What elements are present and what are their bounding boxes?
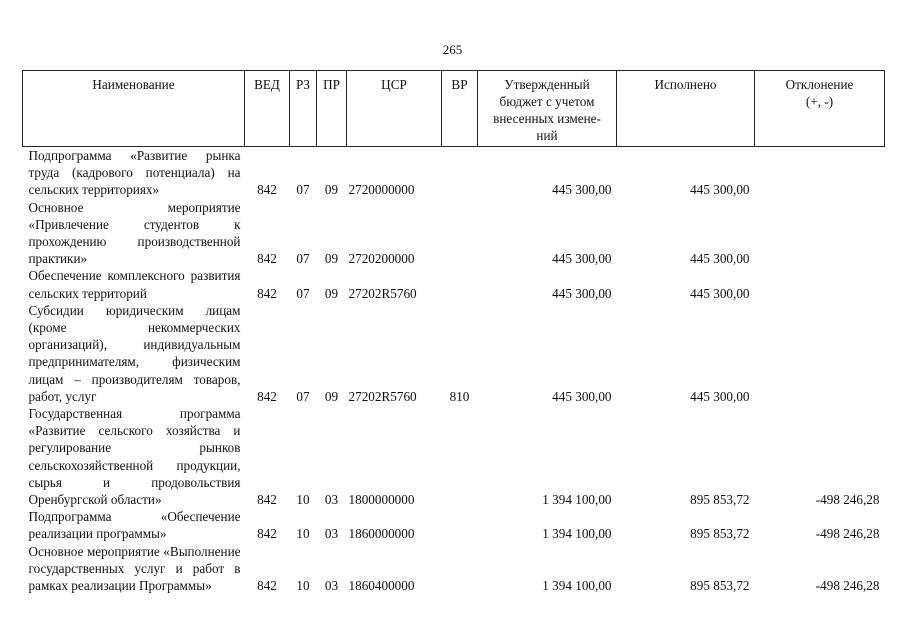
row-rz: 10 (296, 578, 310, 594)
row-budget: 445 300,00 (552, 285, 612, 301)
row-name: Подпрограмма «Развитие рынка труда (кадрового потенциала) на сельских территориях» (28, 148, 241, 198)
row-executed: 895 853,72 (690, 578, 750, 594)
header-rz: РЗ (290, 71, 317, 147)
header-vr: ВР (442, 71, 478, 147)
header-deviation: Отклонение (+, -) (755, 71, 885, 147)
row-rz: 07 (296, 251, 310, 267)
row-ved: 842 (257, 251, 277, 267)
header-name: Наименование (23, 71, 245, 147)
row-name: Основное мероприятие «Выполнение государственных услуг и работ в рамках реализации Программы» (28, 543, 241, 594)
row-budget: 445 300,00 (552, 388, 612, 404)
row-csr: 1860000000 (348, 526, 415, 542)
row-rz: 07 (296, 182, 310, 198)
table-row (23, 302, 885, 405)
row-name: Субсидии юридическим лицам (кроме некоммерческих организаций), индивидуальным предпринимателям, физическим лицам – производителям товаров, работ, услуг (28, 302, 241, 404)
row-deviation: -498 246,28 (815, 492, 880, 508)
page-number: 265 (442, 42, 463, 57)
row-budget: 1 394 100,00 (542, 492, 612, 508)
row-csr: 2720000000 (348, 182, 415, 198)
row-deviation (755, 147, 885, 199)
row-executed: 445 300,00 (690, 285, 750, 301)
row-budget: 1 394 100,00 (542, 526, 612, 542)
row-deviation (755, 199, 885, 268)
row-executed: 445 300,00 (690, 388, 750, 404)
row-budget: 445 300,00 (552, 251, 612, 267)
row-vr (442, 508, 478, 542)
row-deviation (755, 302, 885, 405)
row-ved: 842 (257, 388, 277, 404)
table-row (23, 199, 885, 268)
row-pr: 03 (324, 526, 339, 542)
table-row (23, 267, 885, 301)
row-vr: 810 (449, 388, 470, 404)
row-pr: 09 (324, 388, 339, 404)
row-deviation: -498 246,28 (815, 526, 880, 542)
row-ved: 842 (257, 182, 277, 198)
row-csr: 1860400000 (348, 578, 415, 594)
row-ved: 842 (257, 526, 277, 542)
row-pr: 09 (324, 285, 339, 301)
row-pr: 09 (324, 251, 339, 267)
row-ved: 842 (257, 578, 277, 594)
row-rz: 10 (296, 526, 310, 542)
budget-table (22, 70, 885, 594)
row-vr (442, 147, 478, 199)
row-csr: 2720200000 (348, 251, 415, 267)
table-row (23, 147, 885, 199)
row-executed: 445 300,00 (690, 182, 750, 198)
row-csr: 27202R5760 (348, 388, 417, 404)
row-name: Основное мероприятие «Привлечение студентов к прохождению производственной практики» (28, 199, 241, 267)
table-row (23, 508, 885, 542)
row-ved: 842 (257, 492, 277, 508)
row-executed: 895 853,72 (690, 526, 750, 542)
row-csr: 27202R5760 (348, 285, 417, 301)
row-executed: 895 853,72 (690, 492, 750, 508)
row-vr (442, 543, 478, 595)
header-ved: ВЕД (245, 71, 290, 147)
row-budget: 1 394 100,00 (542, 578, 612, 594)
header-executed: Исполнено (617, 71, 755, 147)
row-rz: 07 (296, 388, 310, 404)
row-pr: 03 (324, 578, 339, 594)
row-executed: 445 300,00 (690, 251, 750, 267)
header-pr: ПР (317, 71, 347, 147)
row-budget: 445 300,00 (552, 182, 612, 198)
row-rz: 10 (296, 492, 310, 508)
row-vr (442, 405, 478, 508)
row-rz: 07 (296, 285, 310, 301)
header-budget: Утвержденный бюджет с учетом внесенных измене-ний (478, 71, 617, 147)
table-row (23, 543, 885, 595)
row-deviation: -498 246,28 (815, 578, 880, 594)
row-pr: 09 (324, 182, 339, 198)
row-name: Государственная программа «Развитие сельского хозяйства и регулирование рынков сельскохозяйственной продукции, сырья и продовольствия Оренбургской области» (28, 406, 241, 508)
row-deviation (755, 267, 885, 301)
header-csr: ЦСР (347, 71, 442, 147)
row-pr: 03 (324, 492, 339, 508)
row-name: Обеспечение комплексного развития сельских территорий (28, 268, 241, 301)
row-name: Подпрограмма «Обеспечение реализации программы» (28, 509, 241, 542)
row-ved: 842 (257, 285, 277, 301)
table-row (23, 405, 885, 508)
row-vr (442, 267, 478, 301)
row-csr: 1800000000 (348, 492, 415, 508)
row-vr (442, 199, 478, 268)
table-header-row (23, 71, 885, 147)
